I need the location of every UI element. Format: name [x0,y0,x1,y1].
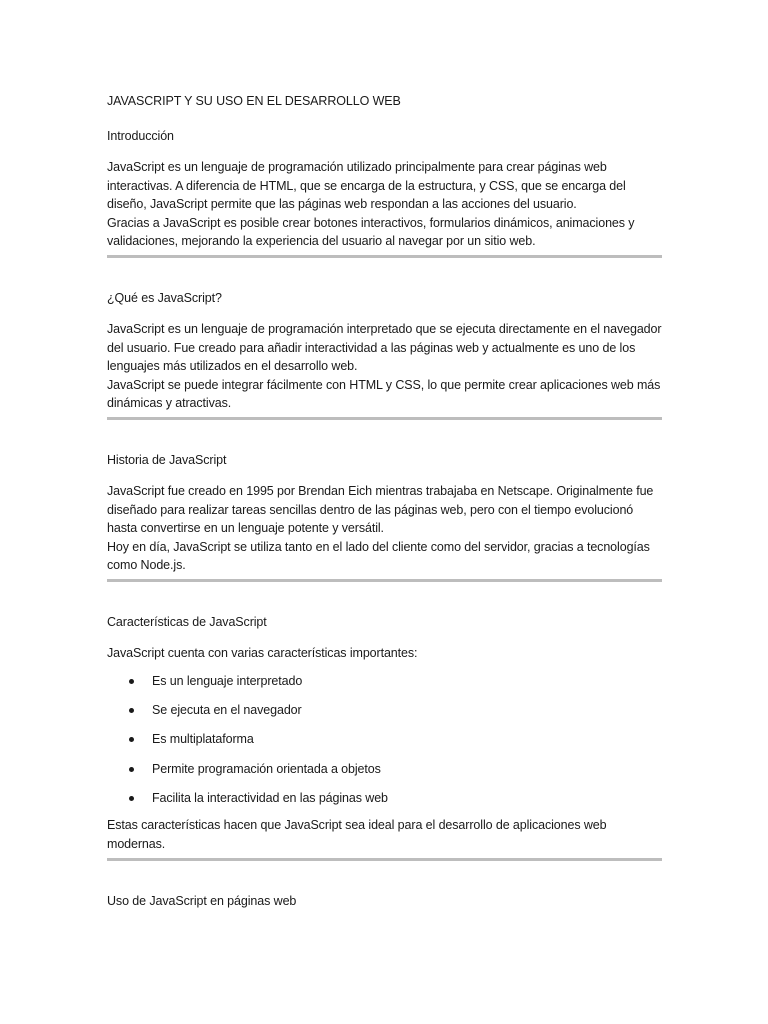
section-paragraph: Hoy en día, JavaScript se utiliza tanto en el lado del cliente como del servidor, gracias a tecnologías como Node.js. [107,539,650,573]
section-intro: JavaScript cuenta con varias características importantes: [107,645,418,660]
section-paragraph: JavaScript se puede integrar fácilmente con HTML y CSS, lo que permite crear aplicaciones web más dinámicas y atractivas. [107,377,661,411]
list-item [107,730,662,748]
section-divider [107,579,662,582]
section-paragraph: JavaScript es un lenguaje de programación utilizado principalmente para crear páginas web interactivas. A diferencia de HTML, que se encarga de la estructura, y CSS, que se encarga del diseño, JavaScript permite que las páginas web respondan a las acciones del usuario. [107,160,626,212]
section-heading: Introducción [107,129,174,143]
bullet-icon [129,679,134,684]
list-item-text: Se ejecuta en el navegador [152,702,302,717]
list-item [107,789,662,807]
list-item [107,672,662,690]
section-divider [107,417,662,420]
section-introduccion [107,127,662,251]
section-paragraph: JavaScript es un lenguaje de programación interpretado que se ejecuta directamente en el navegador del usuario. Fue creado para añadir interactividad a las páginas web y actualmente es uno de los lenguajes más utilizados en el desarrollo web. [107,321,662,374]
section-closing: Estas características hacen que JavaScript sea ideal para el desarrollo de aplicaciones web modernas. [107,818,607,852]
document-page [107,92,662,923]
bullet-icon [129,796,134,801]
section-heading: ¿Qué es JavaScript? [107,290,222,305]
list-item-text: Permite programación orientada a objetos [152,761,381,776]
list-item-text: Es multiplataforma [152,732,254,747]
bullet-icon [129,708,134,713]
list-item [107,760,662,778]
features-list [107,672,662,808]
section-divider [107,255,662,258]
section-paragraph: Gracias a JavaScript es posible crear botones interactivos, formularios dinámicos, animaciones y validaciones, mejorando la experiencia del usuario al navegar por un sitio web. [107,215,635,249]
section-heading: Características de JavaScript [107,614,267,629]
section-caracteristicas [107,613,662,854]
bullet-icon [129,737,134,742]
section-divider [107,858,662,861]
section-historia [107,451,662,575]
section-heading: Uso de JavaScript en páginas web [107,893,297,908]
section-uso [107,892,662,910]
section-paragraph: JavaScript fue creado en 1995 por Brendan Eich mientras trabajaba en Netscape. Originalmente fue diseñado para realizar tareas sencillas dentro de las páginas web, pero con el tiempo evolucionó hasta convertirse en un lenguaje potente y versátil. [107,483,654,536]
bullet-icon [129,767,134,772]
list-item-text: Es un lenguaje interpretado [152,673,303,688]
section-heading: Historia de JavaScript [107,452,227,467]
document-title: JAVASCRIPT Y SU USO EN EL DESARROLLO WEB [107,94,401,108]
list-item-text: Facilita la interactividad en las páginas web [152,791,388,806]
section-que-es [107,289,662,413]
list-item [107,701,662,719]
